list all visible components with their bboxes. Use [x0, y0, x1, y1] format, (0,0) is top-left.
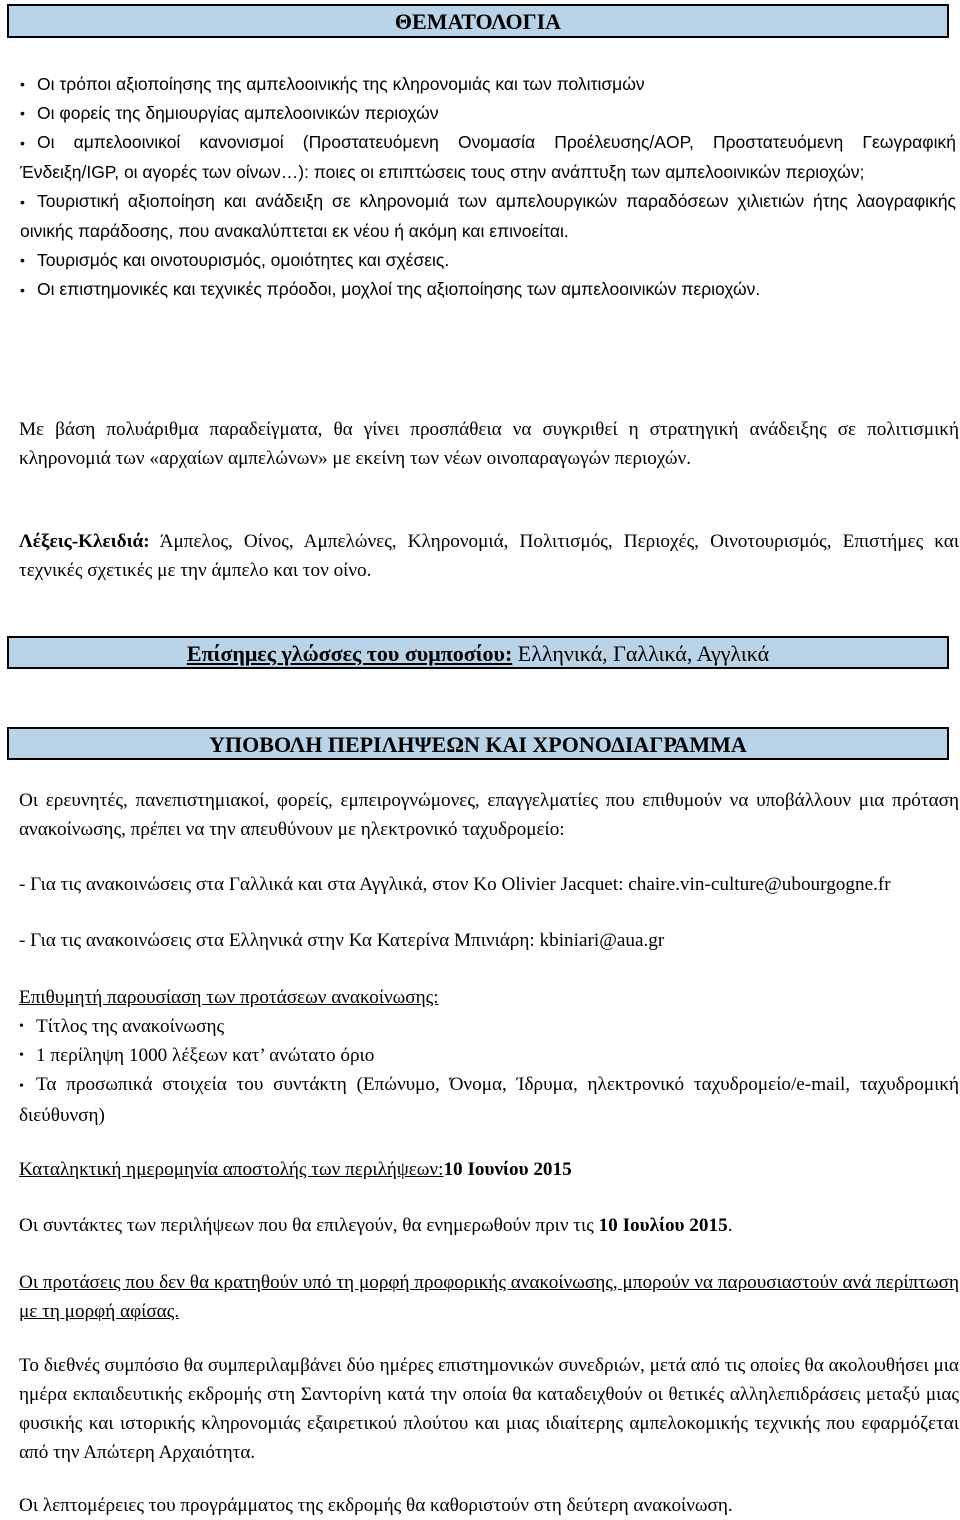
- notify-line: Οι συντάκτες των περιλήψεων που θα επιλεγούν, θα ενημερωθούν πριν τις 10 Ιουλίου 2015.: [19, 1215, 733, 1236]
- presentation-label: Επιθυμητή παρουσίαση των προτάσεων ανακοίνωσης:: [19, 987, 439, 1008]
- deadline-label: Καταληκτική ημερομηνία αποστολής των περιλήψεων:: [19, 1159, 444, 1180]
- bullet-icon: •: [20, 105, 25, 121]
- bullet-icon: •: [20, 135, 25, 151]
- bullet-icon: •: [20, 282, 25, 298]
- list-item: • Τουρισμός και οινοτουρισμός, ομοιότητες και σχέσεις.: [20, 246, 956, 275]
- deadline-date: 10 Ιουνίου 2015: [443, 1159, 572, 1180]
- languages-value: Ελληνικά, Γαλλικά, Αγγλικά: [512, 641, 770, 666]
- theme-paragraph: Με βάση πολυάριθμα παραδείγματα, θα γίνει προσπάθεια να συγκριθεί η στρατηγική ανάδειξης σε πολιτισμική κληρονομιά των «αρχαίων αμπελώνων» με εκείνη των νέων οινοπαραγωγών περιοχών.: [19, 419, 959, 469]
- poster-note: Οι προτάσεις που δεν θα κρατηθούν υπό τη μορφή προφορικής ανακοίνωσης, μπορούν να παρουσιαστούν ανά περίπτωση με τη μορφή αφίσας.: [19, 1272, 959, 1322]
- keywords-text: Άμπελος, Οίνος, Αμπελώνες, Κληρονομιά, Πολιτισμός, Περιοχές, Οινοτουρισμός, Επιστήμες και τεχνικές σχετικές με την άμπελο και τον οίνο.: [19, 531, 959, 581]
- contact-french: - Για τις ανακοινώσεις στα Γαλλικά και στα Αγγλικά, στον Κο Olivier Jacquet: chaire.vin-culture@ubourgogne.fr: [19, 874, 891, 895]
- bullet-icon: •: [20, 252, 25, 268]
- section-header-thematology: [7, 4, 949, 38]
- list-item: • Οι τρόποι αξιοποίησης της αμπελοοινικής της κληρονομιάς και των πολιτισμών: [20, 70, 956, 99]
- section-title: ΥΠΟΒΟΛΗ ΠΕΡΙΛΗΨΕΩΝ ΚΑΙ ΧΡΟΝΟΔΙΑΓΡΑΜΜΑ: [209, 732, 747, 757]
- section-header-submission: [7, 727, 949, 760]
- list-item: • 1 περίληψη 1000 λέξεων κατ’ ανώτατο όριο: [19, 1041, 959, 1070]
- section-header-languages: [7, 636, 949, 669]
- bullet-icon: •: [19, 1019, 24, 1034]
- section-title: ΘΕΜΑΤΟΛΟΓΙΑ: [394, 9, 562, 34]
- notify-date: 10 Ιουλίου 2015: [598, 1215, 728, 1236]
- bullet-icon: •: [19, 1048, 24, 1063]
- list-item: • Τίτλος της ανακοίνωσης: [19, 1012, 959, 1041]
- presentation-list: [19, 1012, 959, 1130]
- keywords-label: Λέξεις-Κλειδιά:: [19, 531, 150, 552]
- list-item: • Οι αμπελοοινικοί κανονισμοί (Προστατευόμενη Ονομασία Προέλευσης/AOP, Προστατευόμενη Γεωγραφική Ένδειξη/IGP, οι αγορές των οίνων…): ποιες οι επιπτώσεις τους στην ανάπτυξη των αμπελοοινικών περιοχών;: [20, 128, 956, 187]
- submission-intro: Οι ερευνητές, πανεπιστημιακοί, φορείς, εμπειρογνώμονες, επαγγελματίες που επιθυμούν να υποβάλλουν μια πρόταση ανακοίνωσης, πρέπει να την απευθύνουν με ηλεκτρονικό ταχυδρομείο:: [19, 790, 959, 840]
- list-item: • Οι επιστημονικές και τεχνικές πρόοδοι, μοχλοί της αξιοποίησης των αμπελοοινικών περιοχών.: [20, 275, 956, 305]
- list-item: • Τα προσωπικά στοιχεία του συντάκτη (Επώνυμο, Όνομα, Ίδρυμα, ηλεκτρονικό ταχυδρομείο/e-mail, ταχυδρομική διεύθυνση): [19, 1074, 959, 1126]
- contact-greek: - Για τις ανακοινώσεις στα Ελληνικά στην Κα Κατερίνα Μπινιάρη: kbiniari@aua.gr: [19, 930, 665, 951]
- symposium-paragraph: Το διεθνές συμπόσιο θα συμπεριλαμβάνει δύο ημέρες επιστημονικών συνεδριών, μετά από τις οποίες θα ακολουθήσει μια ημέρα εκπαιδευτικής εκδρομής στη Σαντορίνη κατά την οποία θα καταδειχθούν οι θετικές αλληλεπιδράσεις μεταξύ μιας φυσικής και ιστορικής κληρονομιάς εξαιρετικού πλούτου και μιας ιδιαίτερης αμπελοκομικής τεχνικής που εφαρμόζεται από την Απώτερη Αρχαιότητα.: [19, 1355, 959, 1463]
- bullet-icon: •: [20, 194, 25, 210]
- languages-label: Επίσημες γλώσσες του συμποσίου:: [186, 641, 513, 666]
- details-line: Οι λεπτομέρειες του προγράμματος της εκδρομής θα καθοριστούν στη δεύτερη ανακοίνωση.: [19, 1495, 733, 1516]
- deadline: [19, 1155, 959, 1184]
- theme-bullet-list: [20, 70, 956, 305]
- keywords-paragraph: [19, 527, 959, 585]
- list-item: • Οι φορείς της δημιουργίας αμπελοοινικών περιοχών: [20, 99, 956, 128]
- list-item: • Τουριστική αξιοποίηση και ανάδειξη σε κληρονομιά των αμπελουργικών παραδόσεων χιλιετιών ήτης λαογραφικής οινικής παράδοσης, που ανακαλύπτεται εκ νέου ή ακόμη και επινοείται.: [20, 187, 956, 246]
- bullet-icon: •: [19, 1079, 24, 1094]
- bullet-icon: •: [20, 76, 25, 92]
